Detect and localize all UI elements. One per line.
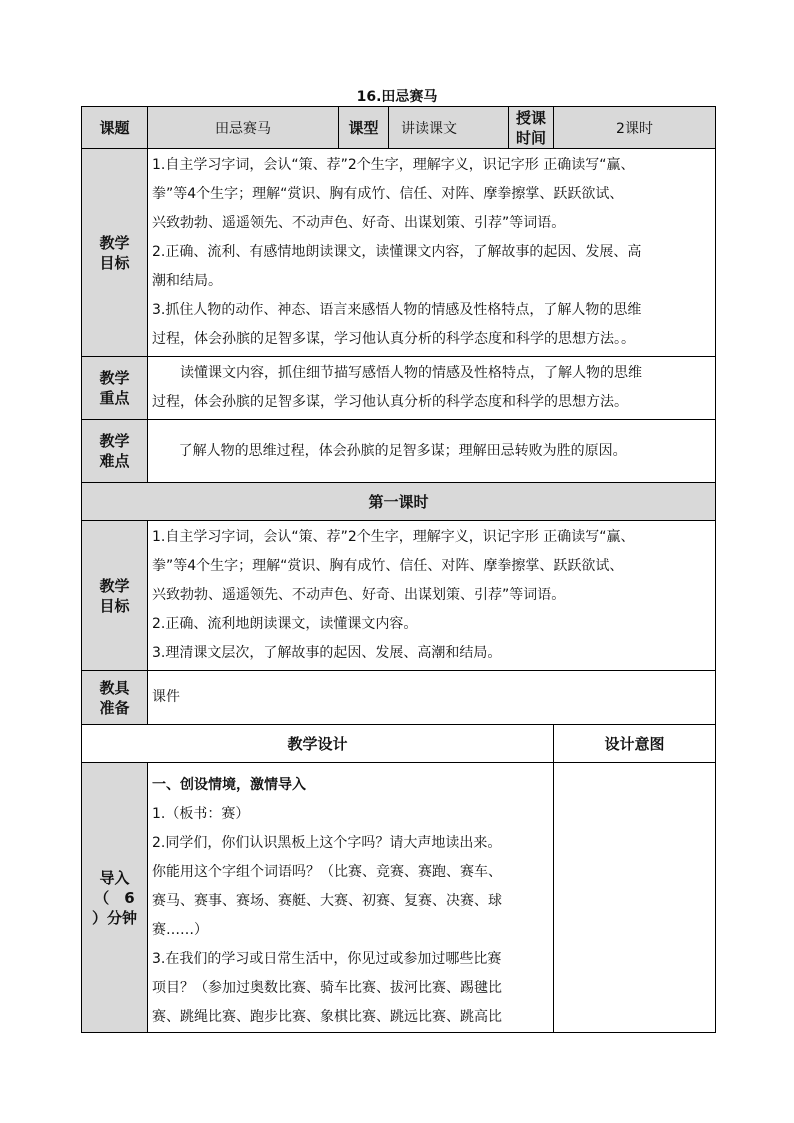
intro-label: 导入 （ 6 ）分钟 — [82, 763, 148, 1033]
lesson1-goals-line: 2.正确、流利地朗读课文，读懂课文内容。 — [152, 616, 418, 632]
goals-line: 过程，体会孙膑的足智多谋，学习他认真分析的科学态度和科学的思想方法。。 — [152, 331, 635, 347]
intro-line: 3.在我们的学习或日常生活中，你见过或参加过哪些比赛 — [152, 951, 502, 967]
lesson1-goals-line: 拳”等4个生字；理解“赏识、胸有成竹、信任、对阵、摩拳擦掌、跃跃欲试、 — [152, 558, 624, 574]
type-label: 课型 — [339, 107, 389, 149]
lesson1-goals-line: 1.自主学习字词，会认“策、荐”2个生字，理解字义，识记字形 正确读写“赢、 — [152, 529, 635, 545]
lesson1-goals-content — [148, 521, 716, 671]
topic-label: 课题 — [82, 107, 148, 149]
lesson1-title: 第一课时 — [82, 483, 716, 521]
key-points-line: 过程，体会孙膑的足智多谋，学习他认真分析的科学态度和科学的思想方法。 — [152, 394, 628, 410]
intro-line: 项目？（参加过奥数比赛、骑车比赛、拔河比赛、踢毽比 — [152, 980, 502, 996]
key-points-content — [148, 357, 716, 420]
difficulties-text: 了解人物的思维过程，体会孙膑的足智多谋；理解田忌转败为胜的原因。 — [178, 442, 627, 459]
goals-line: 兴致勃勃、遥遥领先、不动声色、好奇、出谋划策、引荐”等词语。 — [152, 215, 566, 231]
design-header: 教学设计 — [82, 725, 554, 763]
goals-line: 拳”等4个生字；理解“赏识、胸有成竹、信任、对阵、摩拳擦掌、跃跃欲试、 — [152, 186, 624, 202]
intro-intent-cell — [554, 763, 716, 1033]
goals-content — [148, 149, 716, 357]
goals-line: 潮和结局。 — [152, 273, 222, 289]
intro-line: 1.（板书：赛） — [152, 806, 250, 822]
intro-content — [148, 763, 554, 1033]
intro-line: 赛……） — [152, 922, 208, 938]
difficulties-label: 教学 难点 — [82, 420, 148, 483]
time-label: 授课 时间 — [509, 107, 554, 149]
lesson1-goals-label: 教学 目标 — [82, 521, 148, 671]
key-points-line: 读懂课文内容，抓住细节描写感悟人物的情感及性格特点，了解人物的思维 — [180, 365, 642, 381]
goals-label: 教学 目标 — [82, 149, 148, 357]
goals-line: 3.抓住人物的动作、神态、语言来感悟人物的情感及性格特点，了解人物的思维 — [152, 302, 642, 318]
lesson-plan-table — [81, 106, 716, 1033]
goals-line: 1.自主学习字词，会认“策、荐”2个生字，理解字义，识记字形 正确读写“赢、 — [152, 157, 635, 173]
time-value: 2课时 — [554, 107, 716, 149]
document-title: 16.田忌赛马 — [356, 89, 438, 105]
difficulties-content — [148, 420, 716, 483]
intent-header: 设计意图 — [554, 725, 716, 763]
tools-value: 课件 — [148, 671, 716, 725]
lesson1-goals-line: 兴致勃勃、遥遥领先、不动声色、好奇、出谋划策、引荐”等词语。 — [152, 587, 566, 603]
intro-line: 2.同学们，你们认识黑板上这个字吗？请大声地读出来。 — [152, 835, 502, 851]
tools-label: 教具 准备 — [82, 671, 148, 725]
lesson1-goals-line: 3.理清课文层次，了解故事的起因、发展、高潮和结局。 — [152, 645, 502, 661]
topic-value: 田忌赛马 — [148, 107, 339, 149]
key-points-label: 教学 重点 — [82, 357, 148, 420]
intro-line: 你能用这个字组个词语吗？（比赛、竞赛、赛跑、赛车、 — [152, 864, 502, 880]
intro-line: 赛马、赛事、赛场、赛艇、大赛、初赛、复赛、决赛、球 — [152, 893, 502, 909]
goals-line: 2.正确、流利、有感情地朗读课文，读懂课文内容，了解故事的起因、发展、高 — [152, 244, 642, 260]
intro-line: 一、创设情境，激情导入 — [152, 777, 306, 793]
intro-line: 赛、跳绳比赛、跑步比赛、象棋比赛、跳远比赛、跳高比 — [152, 1009, 502, 1025]
type-value: 讲读课文 — [389, 107, 509, 149]
